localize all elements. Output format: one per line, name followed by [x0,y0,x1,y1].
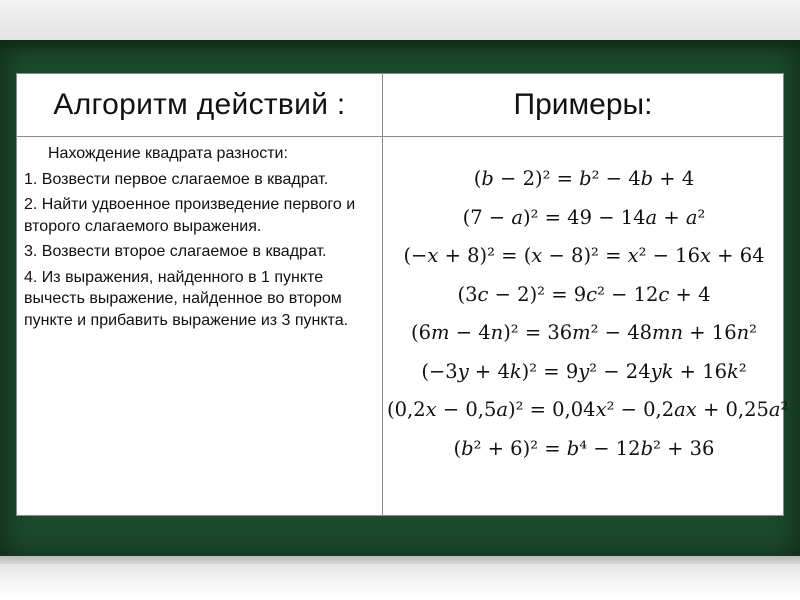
algorithm-step: 4. Из выражения, найденного в 1 пункте вычесть выражение, найденное во втором пункте и прибавить выражение из 3 пункта. [24,268,349,329]
algorithm-intro: Нахождение квадрата разности: [48,145,288,162]
example-formula: (3𝑐 − 2)² = 9𝑐² − 12𝑐 + 4 [457,282,711,306]
algorithm-text [24,143,374,331]
column-divider [382,74,383,515]
algorithm-step: 1. Возвести первое слагаемое в квадрат. [24,170,329,188]
algorithm-header: Алгоритм действий : [53,88,346,121]
algorithm-step: 3. Возвести второе слагаемое в квадрат. [24,243,327,260]
example-formula: (𝑏 − 2)² = 𝑏² − 4𝑏 + 4 [473,167,695,190]
example-formula: (0,2𝑥 − 0,5𝑎)² = 0,04𝑥² − 0,2𝑎𝑥 + 0,25𝑎² [387,398,789,421]
example-formula: (−𝑥 + 8)² = (𝑥 − 8)² = 𝑥² − 16𝑥 + 64 [403,244,765,267]
example-formula: (7 − 𝑎)² = 49 − 14𝑎 + 𝑎² [462,205,706,229]
algorithm-step: 2. Найти удвоенное произведение первого и второго слагаемого выражения. [24,196,356,235]
header-divider [17,136,783,137]
example-formula: (𝑏² + 6)² = 𝑏⁴ − 12𝑏² + 36 [453,436,715,460]
examples-list [387,160,789,468]
example-formula: (6𝑚 − 4𝑛)² = 36𝑚² − 48𝑚𝑛 + 16𝑛² [410,321,757,344]
examples-header: Примеры: [513,88,653,121]
slide-table [16,73,789,516]
board-frame-top [0,0,800,40]
chalk-ledge [0,556,800,564]
example-formula: (−3𝑦 + 4𝑘)² = 9𝑦² − 24𝑦𝑘 + 16𝑘² [421,359,747,383]
